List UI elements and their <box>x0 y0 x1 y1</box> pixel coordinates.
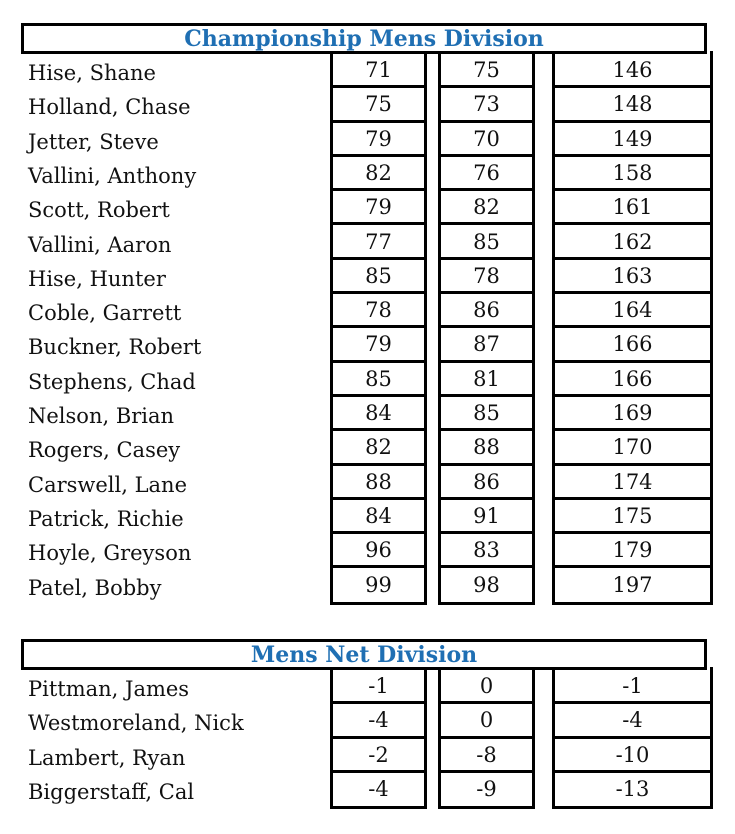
player-name: Buckner, Robert <box>28 335 202 360</box>
total-score: -4 <box>555 704 710 738</box>
player-name: Hoyle, Greyson <box>28 541 192 566</box>
round1-score: 84 <box>333 397 424 431</box>
total-score-column <box>552 667 713 809</box>
round2-score: 76 <box>441 157 532 191</box>
round2-score: 0 <box>441 704 532 738</box>
player-name: Nelson, Brian <box>28 404 175 428</box>
player-name: Lambert, Ryan <box>28 745 186 770</box>
player-name: Hise, Hunter <box>28 266 166 291</box>
player-name: Patrick, Richie <box>28 506 184 531</box>
round1-score: 77 <box>333 226 424 260</box>
player-name: Stephens, Chad <box>28 369 196 394</box>
round1-score-column <box>330 667 427 809</box>
total-score: 162 <box>555 226 710 260</box>
round1-score-column <box>330 51 427 605</box>
round1-score: -4 <box>368 776 389 801</box>
round2-score: 86 <box>441 294 532 328</box>
player-name: Hise, Shane <box>28 61 156 85</box>
round1-score: 79 <box>333 123 424 157</box>
total-score: 166 <box>555 363 710 397</box>
division-title: Championship Mens Division <box>21 23 707 54</box>
player-name: Vallini, Anthony <box>28 163 197 188</box>
round2-score: 98 <box>473 572 500 597</box>
round1-score: 79 <box>333 328 424 362</box>
total-score: 164 <box>555 294 710 328</box>
total-score: 163 <box>555 260 710 294</box>
round2-score: 78 <box>441 260 532 294</box>
round2-score: 73 <box>441 88 532 122</box>
player-name: Jetter, Steve <box>28 129 159 154</box>
round2-score: 82 <box>441 191 532 225</box>
total-score: 148 <box>555 88 710 122</box>
player-name: Patel, Bobby <box>28 575 162 600</box>
player-name: Pittman, James <box>28 677 190 701</box>
total-score: 158 <box>555 157 710 191</box>
round1-score: 75 <box>333 88 424 122</box>
round2-score: 88 <box>441 431 532 465</box>
player-name: Holland, Chase <box>28 95 191 120</box>
player-name: Scott, Robert <box>28 198 170 223</box>
round1-score: 88 <box>333 466 424 500</box>
total-score: 179 <box>555 534 710 568</box>
round2-score: 75 <box>441 54 532 88</box>
total-score: -13 <box>615 776 650 801</box>
round2-score: 70 <box>441 123 532 157</box>
round1-score: 85 <box>333 260 424 294</box>
total-score: 166 <box>555 328 710 362</box>
total-score: 175 <box>555 500 710 534</box>
round1-score: 85 <box>333 363 424 397</box>
division-title: Mens Net Division <box>21 639 707 670</box>
player-name: Biggerstaff, Cal <box>28 779 195 804</box>
player-name: Carswell, Lane <box>28 472 188 497</box>
total-score: 149 <box>555 123 710 157</box>
total-score: 169 <box>555 397 710 431</box>
round1-score: 78 <box>333 294 424 328</box>
round2-score: 81 <box>441 363 532 397</box>
round1-score: 79 <box>333 191 424 225</box>
player-name: Westmoreland, Nick <box>28 711 244 736</box>
total-score: 146 <box>555 54 710 88</box>
total-score: 161 <box>555 191 710 225</box>
round1-score: -4 <box>333 704 424 738</box>
round1-score: -1 <box>333 670 424 704</box>
round2-score: 87 <box>441 328 532 362</box>
round1-score: 99 <box>365 572 392 597</box>
round2-score: -8 <box>441 739 532 773</box>
player-name: Rogers, Casey <box>28 438 181 463</box>
round2-score: 85 <box>441 397 532 431</box>
round1-score: 82 <box>333 157 424 191</box>
round2-score: 86 <box>441 466 532 500</box>
round2-score: -9 <box>476 776 497 801</box>
round1-score: 82 <box>333 431 424 465</box>
total-score: 174 <box>555 466 710 500</box>
round1-score: 71 <box>333 54 424 88</box>
round2-score-column <box>438 51 535 605</box>
total-score-column <box>552 51 713 605</box>
total-score: 197 <box>612 572 653 597</box>
total-score: -1 <box>555 670 710 704</box>
round1-score: 96 <box>333 534 424 568</box>
round1-score: 84 <box>333 500 424 534</box>
round2-score-column <box>438 667 535 809</box>
player-name: Vallini, Aaron <box>28 232 172 257</box>
round2-score: 85 <box>441 226 532 260</box>
total-score: -10 <box>555 739 710 773</box>
player-name: Coble, Garrett <box>28 301 182 326</box>
round2-score: 91 <box>441 500 532 534</box>
total-score: 170 <box>555 431 710 465</box>
round1-score: -2 <box>333 739 424 773</box>
round2-score: 83 <box>441 534 532 568</box>
round2-score: 0 <box>441 670 532 704</box>
